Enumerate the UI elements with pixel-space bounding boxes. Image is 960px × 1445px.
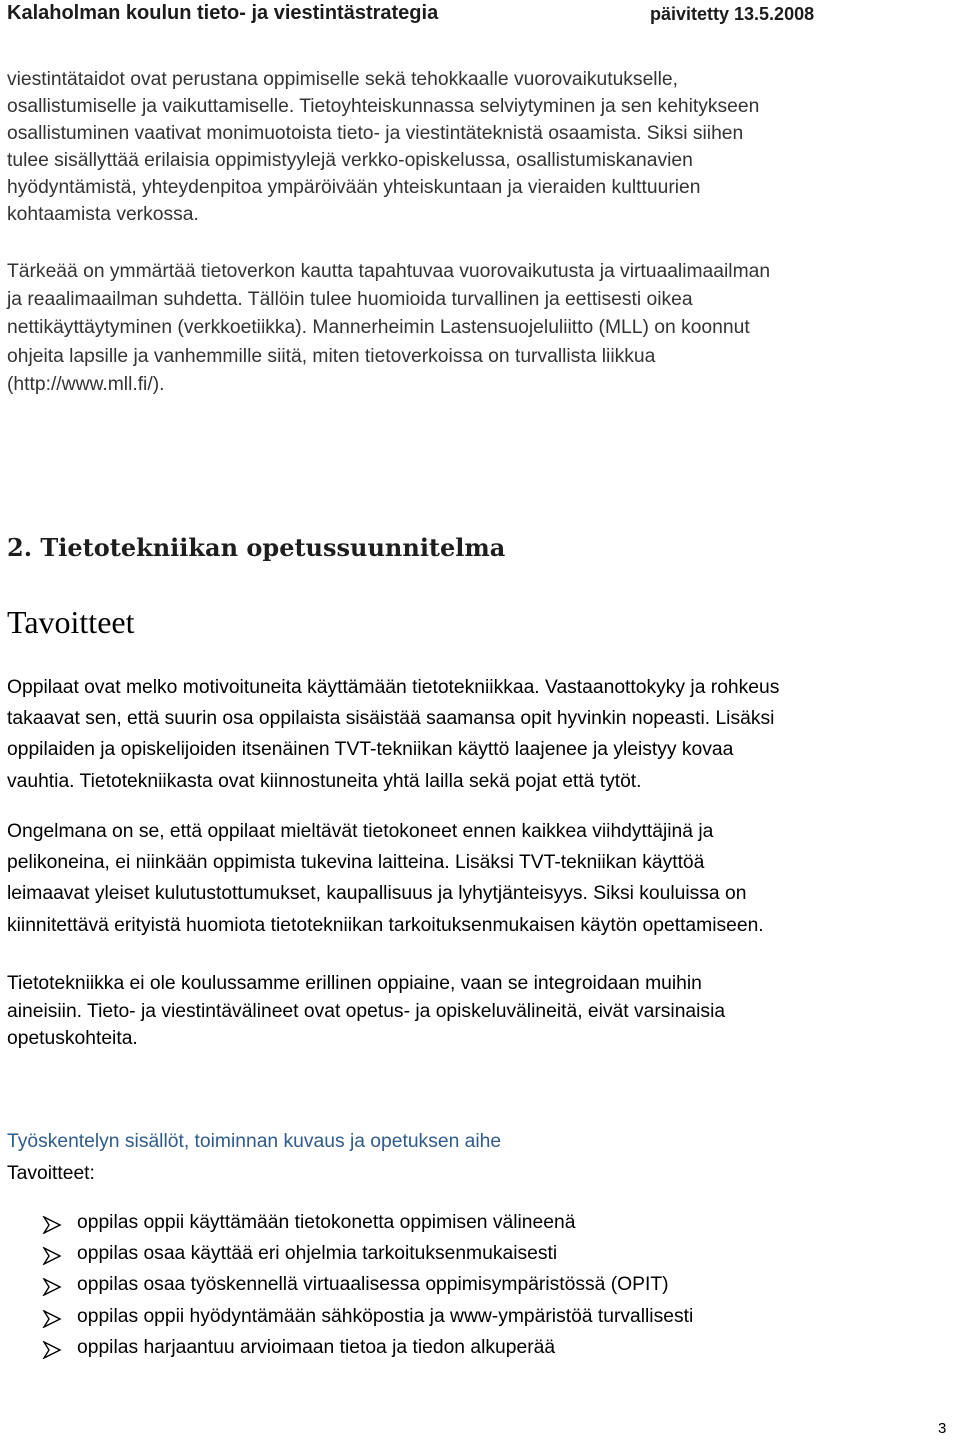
text-line: Oppilaat ovat melko motivoituneita käyttämään tietotekniikkaa. Vastaanottokyky ja rohkeus — [7, 677, 780, 698]
text-line: oppilaiden ja opiskelijoiden itsenäinen TVT-tekniikan käyttö laajenee ja yleistyy kovaa — [7, 739, 734, 761]
safety-paragraph — [7, 258, 955, 399]
objectives-paragraph — [7, 672, 955, 797]
goal-text: oppilas oppii käyttämään tietokonetta oppimisen välineenä — [77, 1212, 576, 1233]
text-line: nettikäyttäytyminen (verkkoetiikka). Mannerheimin Lastensuojeluliitto (MLL) on koonnut — [7, 317, 750, 339]
arrow-bullet-icon — [42, 1278, 62, 1296]
text-line: takaavat sen, että suurin osa oppilaista sisäistää saamansa opit hyvinkin nopeasti. Lisäksi — [7, 708, 775, 730]
goal-text: oppilas harjaantuu arvioimaan tietoa ja tiedon alkuperää — [77, 1336, 556, 1358]
text-line: vauhtia. Tietotekniikasta ovat kiinnostuneita yhtä lailla sekä pojat että tytöt. — [7, 770, 642, 792]
arrow-bullet-icon — [42, 1341, 62, 1359]
goals-label: Tavoitteet: — [7, 1163, 95, 1184]
text-line: Tietotekniikka ei ole koulussamme erillinen oppiaine, vaan se integroidaan muihin — [7, 973, 702, 994]
text-line: ja reaalimaailman suhdetta. Tällöin tulee huomioida turvallinen ja eettisesti oikea — [7, 289, 693, 311]
section-heading: 2. Tietotekniikan opetussuunnitelma — [7, 533, 506, 562]
text-line: pelikoneina, ei niinkään oppimista tukevina laitteina. Lisäksi TVT-tekniikan käyttöä — [7, 852, 705, 874]
intro-paragraph — [7, 66, 955, 229]
page-number: 3 — [938, 1420, 947, 1437]
text-line: aineisiin. Tieto- ja viestintävälineet ovat opetus- ja opiskeluvälineitä, eivät varsinaisia — [7, 1000, 726, 1022]
arrow-bullet-icon — [42, 1247, 62, 1265]
integration-paragraph — [7, 970, 955, 1053]
goal-text: oppilas oppii hyödyntämään sähköpostia ja www-ympäristöä turvallisesti — [77, 1305, 694, 1327]
text-line: Ongelmana on se, että oppilaat mieltävät tietokoneet ennen kaikkea viihdyttäjinä ja — [7, 821, 714, 842]
text-line: kohtaamista verkossa. — [7, 204, 199, 226]
text-line: leimaavat yleiset kulutustottumukset, kaupallisuus ja lyhytjänteisyys. Siksi kouluissa on — [7, 883, 747, 905]
arrow-bullet-icon — [42, 1216, 62, 1234]
arrow-bullet-icon — [42, 1310, 62, 1328]
text-line: ohjeita lapsille ja vanhemmille siitä, miten tietoverkoissa on turvallista liikkua — [7, 345, 656, 367]
work-contents-heading: Työskentelyn sisällöt, toiminnan kuvaus ja opetuksen aihe — [7, 1131, 502, 1152]
text-line: tulee sisällyttää erilaisia oppimistyylejä verkko-opiskelussa, osallistumiskanavien — [7, 150, 693, 172]
text-line: osallistuminen vaativat monimuotoista tieto- ja viestintäteknistä osaamista. Siksi siihen — [7, 123, 744, 145]
goal-text: oppilas osaa työskennellä virtuaalisessa oppimisympäristössä (OPIT) — [77, 1274, 669, 1296]
text-line: Tärkeää on ymmärtää tietoverkon kautta tapahtuvaa vuorovaikutusta ja virtuaalimaailman — [7, 261, 771, 282]
text-line: opetuskohteita. — [7, 1028, 138, 1049]
problem-paragraph — [7, 816, 955, 941]
text-line: (http://www.mll.fi/). — [7, 373, 165, 395]
goal-text: oppilas osaa käyttää eri ohjelmia tarkoituksenmukaisesti — [77, 1243, 558, 1265]
text-line: kiinnitettävä erityistä huomiota tietotekniikan tarkoituksenmukaisen käytön opettamiseen. — [7, 914, 764, 936]
objectives-heading: Tavoitteet — [7, 604, 135, 640]
text-line: viestintätaidot ovat perustana oppimiselle sekä tehokkaalle vuorovaikutukselle, — [7, 69, 678, 90]
updated-date: päivitetty 13.5.2008 — [650, 4, 815, 24]
text-line: osallistumiselle ja vaikuttamiselle. Tietoyhteiskunnassa selviytyminen ja sen kehitykseen — [7, 96, 760, 118]
text-line: hyödyntämistä, yhteydenpitoa ympäröivään yhteiskuntaan ja vieraiden kulttuurien — [7, 177, 701, 199]
document-title: Kalaholman koulun tieto- ja viestintästrategia — [7, 2, 439, 24]
page-header — [0, 0, 960, 28]
